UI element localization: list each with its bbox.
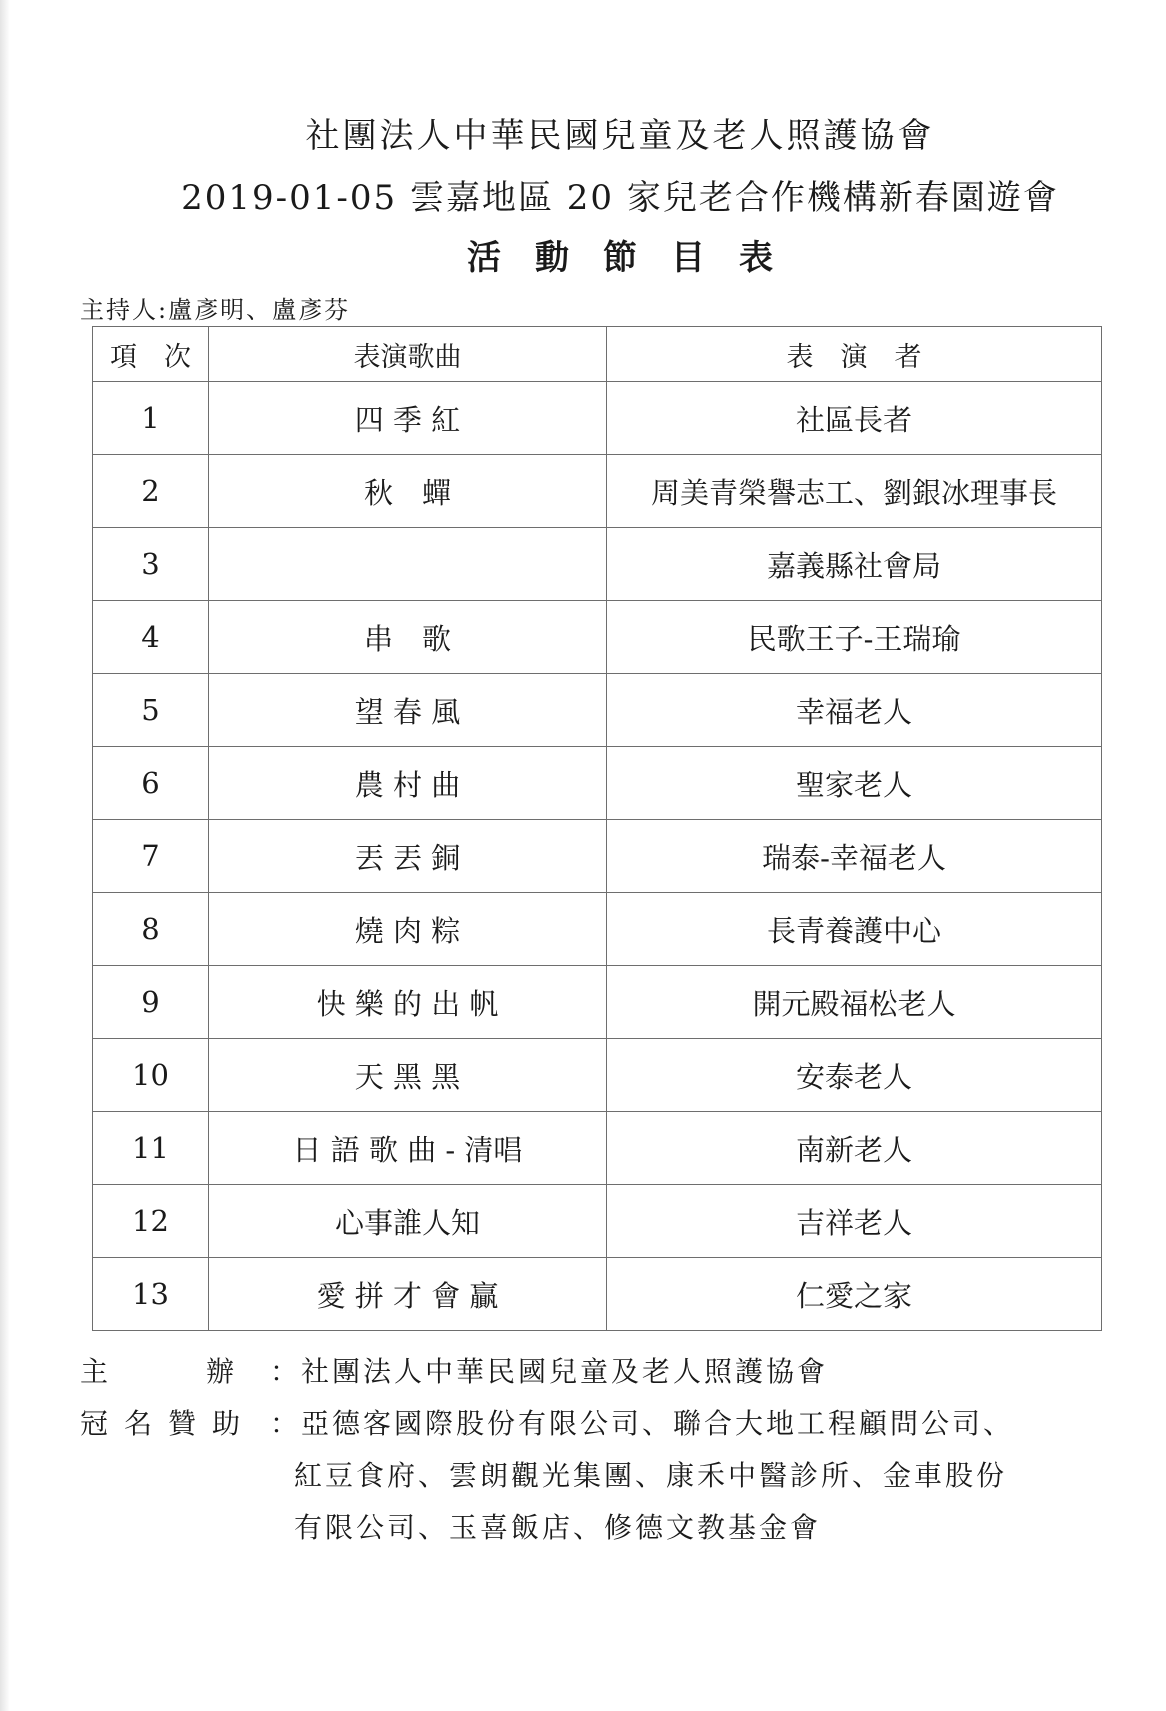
cell-song: 農 村 曲 <box>209 747 607 820</box>
table-header-row <box>93 327 1102 382</box>
sponsor-line-3: 有限公司、玉喜飯店、修德文教基金會 <box>294 1511 822 1544</box>
cell-song: 燒 肉 粽 <box>209 893 607 966</box>
cell-performer: 開元殿福松老人 <box>607 966 1102 1039</box>
cell-song: 天 黑 黑 <box>209 1039 607 1112</box>
program-table <box>92 326 1102 1331</box>
cell-song: 日 語 歌 曲 - 清唱 <box>209 1112 607 1185</box>
table-row <box>93 893 1102 966</box>
cell-song: 串 歌 <box>209 601 607 674</box>
cell-item-no: 8 <box>93 893 209 966</box>
cell-performer: 周美青榮譽志工、劉銀冰理事長 <box>607 455 1102 528</box>
table-row <box>93 1185 1102 1258</box>
organization-title: 社團法人中華民國兒童及老人照護協會 <box>305 116 935 156</box>
table-row <box>93 747 1102 820</box>
cell-performer: 瑞泰-幸福老人 <box>607 820 1102 893</box>
cell-performer: 南新老人 <box>607 1112 1102 1185</box>
host-names: 主持人:盧彥明、盧彥芬 <box>80 296 351 324</box>
table-row <box>93 1258 1102 1331</box>
cell-song: 心事誰人知 <box>209 1185 607 1258</box>
cell-performer: 民歌王子-王瑞瑜 <box>607 601 1102 674</box>
sponsor-line-1: ：亞德客國際股份有限公司、聯合大地工程顧問公司、 <box>270 1407 1015 1440</box>
cell-song: 四 季 紅 <box>209 382 607 455</box>
cell-performer: 嘉義縣社會局 <box>607 528 1102 601</box>
cell-item-no: 7 <box>93 820 209 893</box>
cell-item-no: 11 <box>93 1112 209 1185</box>
cell-item-no: 6 <box>93 747 209 820</box>
cell-song <box>209 528 607 601</box>
organizer-label <box>80 1350 237 1390</box>
cell-performer: 仁愛之家 <box>607 1258 1102 1331</box>
cell-performer: 聖家老人 <box>607 747 1102 820</box>
cell-song: 望 春 風 <box>209 674 607 747</box>
program-rows <box>93 382 1102 1331</box>
table-row <box>93 820 1102 893</box>
cell-item-no: 1 <box>93 382 209 455</box>
table-row <box>93 601 1102 674</box>
cell-item-no: 4 <box>93 601 209 674</box>
cell-item-no: 9 <box>93 966 209 1039</box>
cell-performer: 吉祥老人 <box>607 1185 1102 1258</box>
organizer-label-char-1: 主 <box>80 1355 112 1388</box>
organizer-label-char-2: 辦 <box>206 1355 238 1388</box>
cell-item-no: 12 <box>93 1185 209 1258</box>
cell-item-no: 5 <box>93 674 209 747</box>
table-row <box>93 674 1102 747</box>
cell-song: 愛 拼 才 會 贏 <box>209 1258 607 1331</box>
cell-song: 丟 丟 銅 <box>209 820 607 893</box>
cell-performer: 幸福老人 <box>607 674 1102 747</box>
cell-item-no: 10 <box>93 1039 209 1112</box>
table-row <box>93 455 1102 528</box>
table-row <box>93 382 1102 455</box>
organizer-value: ：社團法人中華民國兒童及老人照護協會 <box>270 1355 829 1388</box>
table-row <box>93 528 1102 601</box>
cell-song: 快 樂 的 出 帆 <box>209 966 607 1039</box>
table-row <box>93 966 1102 1039</box>
cell-song: 秋 蟬 <box>209 455 607 528</box>
sponsor-label: 冠名贊助 <box>80 1407 257 1440</box>
sponsor-line-2: 紅豆食府、雲朗觀光集團、康禾中醫診所、金車股份 <box>294 1459 1008 1492</box>
cell-item-no: 3 <box>93 528 209 601</box>
cell-item-no: 13 <box>93 1258 209 1331</box>
cell-item-no: 2 <box>93 455 209 528</box>
header-item-no: 項 次 <box>93 327 209 382</box>
cell-performer: 社區長者 <box>607 382 1102 455</box>
cell-performer: 安泰老人 <box>607 1039 1102 1112</box>
table-row <box>93 1039 1102 1112</box>
program-title: 活 動 節 目 表 <box>467 238 773 278</box>
event-title: 2019-01-05 雲嘉地區 20 家兒老合作機構新春園遊會 <box>181 178 1059 218</box>
header-song: 表演歌曲 <box>209 327 607 382</box>
cell-performer: 長青養護中心 <box>607 893 1102 966</box>
header-performer: 表 演 者 <box>607 327 1102 382</box>
table-row <box>93 1112 1102 1185</box>
